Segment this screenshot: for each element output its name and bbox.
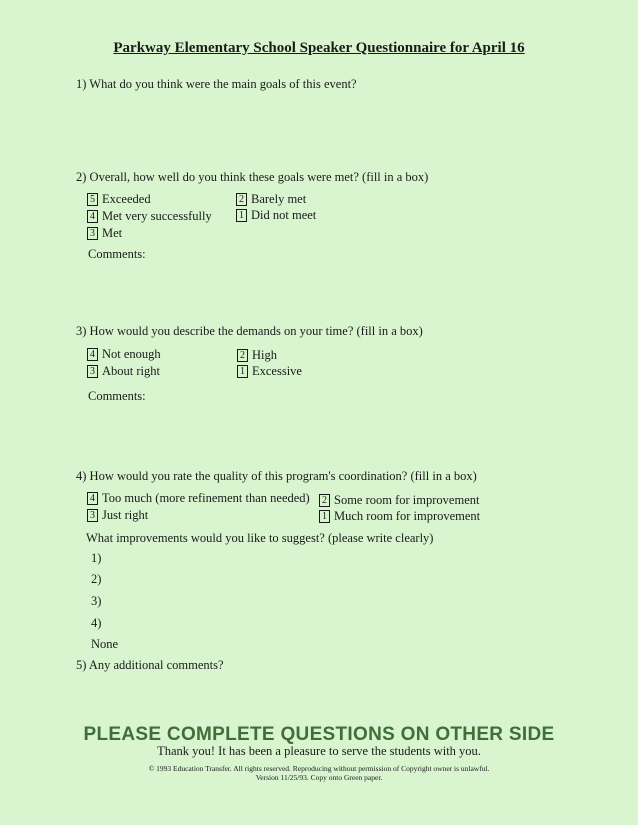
- q4-option-2[interactable]: [319, 493, 479, 508]
- page-title: Parkway Elementary School Speaker Questionnaire for April 16: [113, 40, 525, 56]
- option-label: Just right: [102, 508, 149, 522]
- option-label: Excessive: [252, 364, 302, 378]
- q2-comments-label: Comments:: [88, 247, 146, 261]
- question-4: 4) How would you rate the quality of this program's coordination? (fill in a box): [76, 469, 477, 483]
- checkbox[interactable]: 5: [87, 193, 98, 206]
- checkbox[interactable]: 4: [87, 492, 98, 505]
- other-side-banner: PLEASE COMPLETE QUESTIONS ON OTHER SIDE: [83, 724, 555, 745]
- checkbox[interactable]: 1: [237, 365, 248, 378]
- q2-option-2[interactable]: [236, 192, 306, 207]
- copyright-line-1: © 1993 Education Transfer. All rights reserved. Reproducing without permission of Copyright owner is unlawful.: [148, 764, 490, 773]
- option-label: About right: [102, 364, 160, 378]
- checkbox[interactable]: 4: [87, 210, 98, 223]
- q3-comments-label: Comments:: [88, 389, 146, 403]
- checkbox[interactable]: 3: [87, 365, 98, 378]
- q4-option-3[interactable]: [87, 508, 148, 523]
- improvement-line-2: 2): [91, 572, 102, 586]
- option-label: Met: [102, 226, 123, 240]
- q3-option-1[interactable]: [237, 364, 302, 379]
- q2-option-1[interactable]: [236, 208, 316, 223]
- checkbox[interactable]: 2: [237, 349, 248, 362]
- improvement-line-1: 1): [91, 551, 102, 565]
- option-label: Some room for improvement: [334, 493, 480, 507]
- option-label: Much room for improvement: [334, 509, 481, 523]
- checkbox[interactable]: 1: [319, 510, 330, 523]
- option-label: Met very successfully: [102, 209, 212, 223]
- option-label: Exceeded: [102, 192, 151, 206]
- option-label: High: [252, 348, 277, 362]
- checkbox[interactable]: 3: [87, 227, 98, 240]
- q3-option-4[interactable]: [87, 347, 161, 362]
- checkbox[interactable]: 1: [236, 209, 247, 222]
- checkbox[interactable]: 2: [319, 494, 330, 507]
- q4-option-1[interactable]: [319, 509, 480, 524]
- question-5: 5) Any additional comments?: [76, 658, 224, 672]
- option-label: Not enough: [102, 347, 161, 361]
- option-label: Too much (more refinement than needed): [102, 491, 310, 505]
- option-label: Barely met: [251, 192, 307, 206]
- q2-option-4[interactable]: [87, 209, 212, 224]
- improvement-line-4: 4): [91, 616, 102, 630]
- q3-option-3[interactable]: [87, 364, 160, 379]
- checkbox[interactable]: 4: [87, 348, 98, 361]
- question-2: 2) Overall, how well do you think these goals were met? (fill in a box): [76, 170, 429, 184]
- improvement-none: None: [91, 637, 119, 651]
- q2-option-3[interactable]: [87, 226, 122, 241]
- question-3: 3) How would you describe the demands on your time? (fill in a box): [76, 324, 423, 338]
- improvements-prompt: What improvements would you like to suggest? (please write clearly): [86, 531, 434, 545]
- copyright-notice: [0, 764, 638, 782]
- improvement-line-3: 3): [91, 594, 102, 608]
- thank-you-text: Thank you! It has been a pleasure to serve the students with you.: [157, 744, 481, 758]
- q2-option-5[interactable]: [87, 192, 151, 207]
- option-label: Did not meet: [251, 208, 317, 222]
- q4-option-4[interactable]: [87, 491, 310, 506]
- question-1: 1) What do you think were the main goals of this event?: [76, 77, 357, 91]
- checkbox[interactable]: 3: [87, 509, 98, 522]
- copyright-line-2: Version 11/25/93. Copy onto Green paper.: [255, 773, 383, 782]
- q3-option-2[interactable]: [237, 348, 277, 363]
- checkbox[interactable]: 2: [236, 193, 247, 206]
